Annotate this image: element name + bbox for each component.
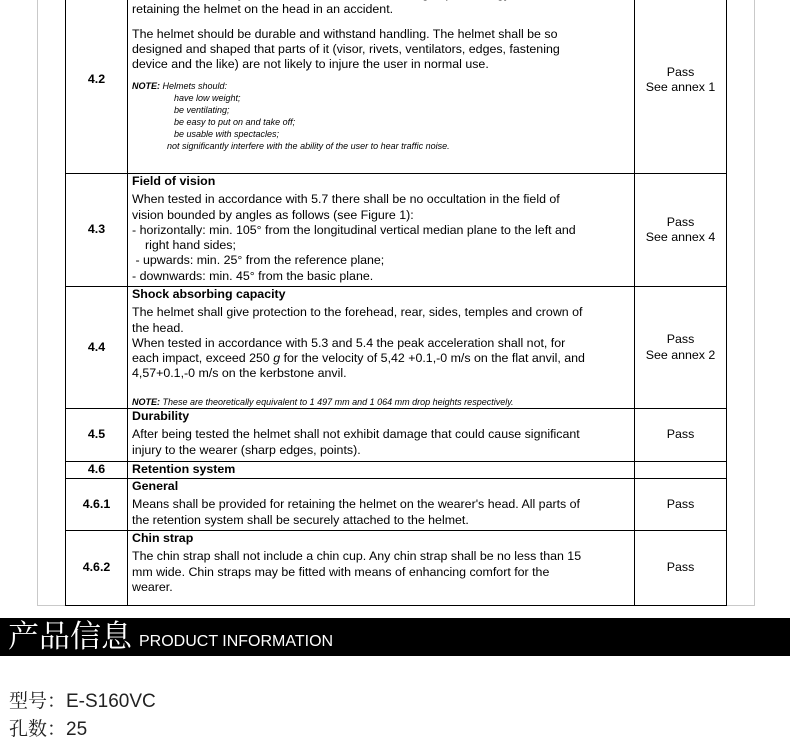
table-row [66, 409, 727, 462]
requirement-text [128, 462, 635, 479]
requirement-text: General Means shall be provided for retaining the helmet on the wearer's head. All parts of the retention system shall be securely attached to the helmet. [128, 479, 635, 531]
clause-heading: Chin strap [132, 531, 194, 545]
requirement-text: retaining the helmet on the head in an accident. The helmet should be durable and withstand handling. The helmet shall be so designed and shaped that parts of it (visor, rivets, ventilators, edges, fastening device and the like) are not likely to injure the user in normal use. NOTE: Helmets should: have low weight; be ventilating; be easy to put on and take off; be usable with spectacles; not significantly interfere with the ability of the user to hear traffic noise. [128, 0, 635, 174]
note: NOTE: These are theoretically equivalent to 1 497 mm and 1 064 mm drop heights respectively. [132, 396, 514, 407]
clause-number: 4.3 [66, 174, 128, 287]
table-row [66, 0, 727, 174]
table-row [66, 531, 727, 606]
banner-title-cn: 产品信息 [8, 619, 132, 654]
requirement-text: Shock absorbing capacity The helmet shall give protection to the forehead, rear, sides, temples and crown of the head. When tested in accordance with 5.3 and 5.4 the peak acceleration shall not, for each impact, exceed 250 g for the velocity of 5,42 +0.1,-0 m/s on the flat anvil, and 4,57+0.1,-0 m/s on the kerbstone anvil. NOTE: These are theoretically equivalent to 1 497 mm and 1 064 mm drop heights respectively. [128, 287, 635, 409]
clause-heading: General [132, 479, 179, 493]
clause-heading: Retention system [132, 462, 236, 476]
requirements-table [65, 0, 727, 606]
annex-reference: See annex 1 [645, 80, 716, 94]
result-cell [635, 287, 727, 409]
annex-reference: See annex 4 [645, 230, 716, 244]
banner-title-en: PRODUCT INFORMATION [139, 633, 334, 650]
result-pass: Pass [666, 560, 695, 575]
result-cell [635, 462, 727, 479]
clause-heading: Shock absorbing capacity [132, 287, 286, 301]
clause-number: 4.5 [66, 409, 128, 462]
product-model: 型号：E-S160VC [9, 691, 156, 712]
requirement-text: Field of vision When tested in accordance with 5.7 there shall be no occultation in the field of vision bounded by angles as follows (see Figure 1): - horizontally: min. 105° from the longitudinal vertical median plane to the left and right hand sides; - upwards: min. 25° from the reference plane; - downwards: min. 45° from the basic plane. [128, 174, 635, 287]
result-cell [635, 0, 727, 174]
test-report-page [37, 0, 755, 606]
result-cell [635, 531, 727, 606]
result-pass: Pass [666, 496, 695, 511]
clause-heading: Field of vision [132, 174, 216, 188]
result-pass: Pass [666, 214, 695, 229]
clause-number: 4.6.1 [66, 479, 128, 531]
requirement-text: Durability After being tested the helmet shall not exhibit damage that could cause significant injury to the wearer (sharp edges, points). [128, 409, 635, 462]
product-info-banner [0, 618, 790, 656]
clause-heading: Durability [132, 409, 190, 423]
clause-number: 4.6.2 [66, 531, 128, 606]
result-pass: Pass [666, 64, 695, 79]
product-holes: 孔数：25 [9, 719, 88, 740]
note: NOTE: Helmets should: have low weight; be ventilating; be easy to put on and take off; be usable with spectacles; not significantly interfere with the ability of the user to hear traffic noise. [132, 81, 450, 152]
annex-reference: See annex 2 [645, 347, 716, 362]
table-row [66, 462, 727, 479]
clause-number: 4.2 [66, 0, 128, 174]
clause-number: 4.6 [66, 462, 128, 479]
table-row [66, 479, 727, 531]
result-cell [635, 479, 727, 531]
table-row [66, 287, 727, 409]
result-pass: Pass [666, 332, 695, 347]
clause-number: 4.4 [66, 287, 128, 409]
result-pass: Pass [666, 427, 695, 442]
result-cell [635, 174, 727, 287]
result-cell [635, 409, 727, 462]
requirement-text: Chin strap The chin strap shall not include a chin cup. Any chin strap shall be no less than 15 mm wide. Chin straps may be fitted with means of enhancing comfort for the wearer. [128, 531, 635, 606]
table-row [66, 174, 727, 287]
